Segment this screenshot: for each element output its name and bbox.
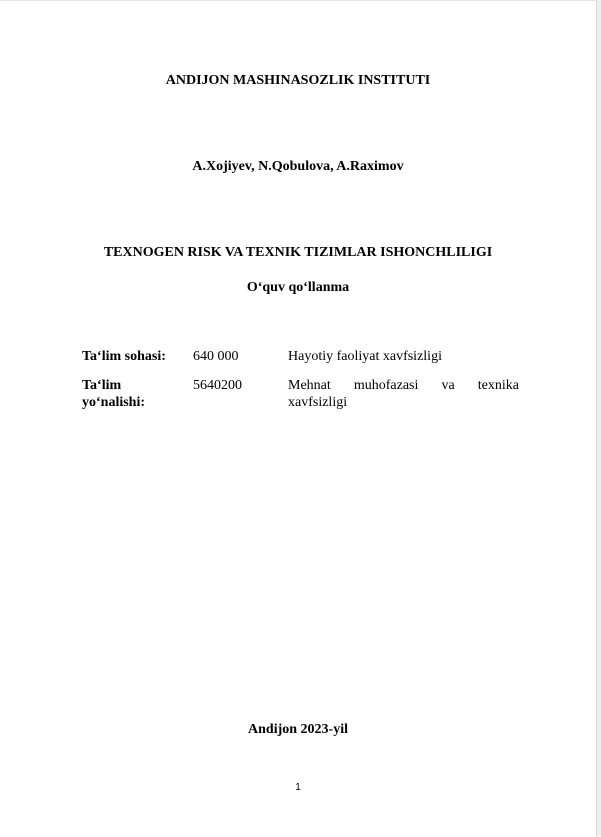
institute-name: ANDIJON MASHINASOZLIK INSTITUTI bbox=[165, 73, 431, 88]
table-row bbox=[82, 377, 519, 411]
field-label bbox=[82, 377, 193, 411]
field-label-line2: yo‘nalishi: bbox=[82, 395, 146, 410]
education-info-table bbox=[82, 348, 519, 411]
field-code: 5640200 bbox=[193, 378, 242, 393]
field-code: 640 000 bbox=[193, 349, 239, 364]
city-year: Andijon 2023-yil bbox=[248, 722, 348, 737]
field-value: Mehnat muhofazasi va texnika xavfsizligi bbox=[288, 378, 519, 410]
field-value: Hayotiy faoliyat xavfsizligi bbox=[288, 349, 442, 364]
page-shadow bbox=[597, 0, 601, 836]
field-label-line1: Ta‘lim bbox=[82, 378, 122, 393]
authors-line: A.Xojiyev, N.Qobulova, A.Raximov bbox=[192, 159, 404, 174]
table-row bbox=[82, 348, 519, 377]
document-title: TEXNOGEN RISK VA TEXNIK TIZIMLAR ISHONCHLILIGI bbox=[103, 245, 493, 260]
field-label: Ta‘lim sohasi: bbox=[82, 349, 166, 364]
document-subtitle: O‘quv qo‘llanma bbox=[246, 280, 350, 295]
page-number: 1 bbox=[295, 782, 301, 793]
